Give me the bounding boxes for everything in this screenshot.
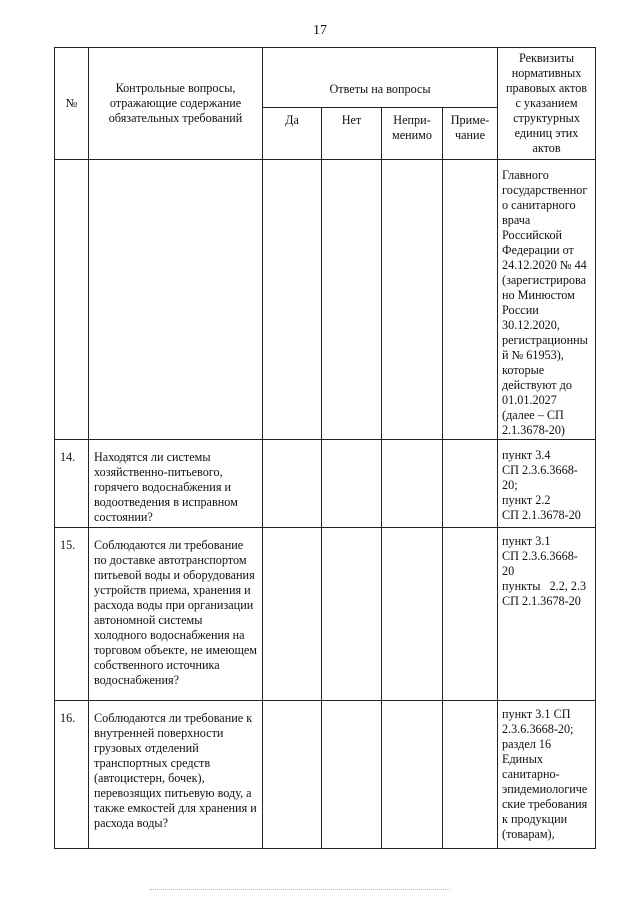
row-number xyxy=(55,160,89,440)
requisites-line: раздел 16 xyxy=(502,737,552,751)
col-header-yes: Да xyxy=(263,108,322,160)
requisites-line: (товарам), xyxy=(502,827,555,841)
na-line-1: Непри- xyxy=(393,113,431,127)
answer-yes-cell xyxy=(263,701,322,849)
requisites-line: Федерации от xyxy=(502,243,574,257)
table-row xyxy=(55,528,596,701)
answer-na-cell xyxy=(382,440,443,528)
requisites-line: к продукции xyxy=(502,812,568,826)
requisites-line: пункт 3.1 xyxy=(502,534,551,548)
header-row-1 xyxy=(55,48,596,108)
row-question: Находятся ли системы хозяйственно-питьевого, горячего водоснабжения и водоотведения в исправном состоянии? xyxy=(89,440,263,528)
requisites-line: пункт 2.2 xyxy=(502,493,551,507)
requisites-line: действуют до xyxy=(502,378,572,392)
scan-edge-line xyxy=(150,889,450,890)
col-header-questions: Контрольные вопросы, отражающие содержание обязательных требований xyxy=(89,48,263,160)
col-header-no: Нет xyxy=(322,108,382,160)
col-header-answers: Ответы на вопросы xyxy=(263,48,498,108)
answer-na-cell xyxy=(382,528,443,701)
table-row xyxy=(55,701,596,849)
requisites-line: 20; xyxy=(502,478,518,492)
row-requisites xyxy=(498,701,596,849)
answer-no-cell xyxy=(322,701,382,849)
requisites-line: 2.1.3678-20) xyxy=(502,423,565,437)
answer-no-cell xyxy=(322,440,382,528)
requisites-line: регистрационны xyxy=(502,333,588,347)
row-requisites xyxy=(498,160,596,440)
requisites-line: пункт 3.4 xyxy=(502,448,551,462)
note-line-1: Приме- xyxy=(450,113,490,127)
requisites-line: пункт 3.1 СП xyxy=(502,707,571,721)
requisites-line: СП 2.3.6.3668- xyxy=(502,549,578,563)
requisites-line: 24.12.2020 № 44 xyxy=(502,258,587,272)
answer-note-cell xyxy=(443,160,498,440)
requisites-line: о санитарного xyxy=(502,198,576,212)
requisites-line: (зарегистрирова xyxy=(502,273,587,287)
requisites-line: Единых xyxy=(502,752,543,766)
row-question: Соблюдаются ли требование по доставке автотранспортом питьевой воды и оборудования устройств приема, хранения и расхода воды при организации автономной системы холодного водоснабжения на торговом объекте, не имеющем собственного источника водоснабжения? xyxy=(89,528,263,701)
requisites-line: Российской xyxy=(502,228,563,242)
answer-no-cell xyxy=(322,528,382,701)
table-row xyxy=(55,160,596,440)
requisites-line: санитарно- xyxy=(502,767,560,781)
answer-na-cell xyxy=(382,701,443,849)
row-number: 16. xyxy=(55,701,89,849)
row-requisites xyxy=(498,528,596,701)
requisites-line: Главного xyxy=(502,168,549,182)
requisites-line: но Минюстом xyxy=(502,288,575,302)
answer-note-cell xyxy=(443,528,498,701)
requisites-line: которые xyxy=(502,363,545,377)
table-row xyxy=(55,440,596,528)
row-question: Соблюдаются ли требование к внутренней поверхности грузовых отделений транспортных средств (автоцистерн, бочек), перевозящих питьевую воду, а также емкостей для хранения и расхода воды? xyxy=(89,701,263,849)
col-header-num: № xyxy=(55,48,89,160)
requisites-line: СП 2.1.3678-20 xyxy=(502,508,581,522)
answer-note-cell xyxy=(443,440,498,528)
answer-note-cell xyxy=(443,701,498,849)
requisites-line: 30.12.2020, xyxy=(502,318,560,332)
requisites-line: СП 2.3.6.3668- xyxy=(502,463,578,477)
requisites-line: СП 2.1.3678-20 xyxy=(502,594,581,608)
answer-no-cell xyxy=(322,160,382,440)
answer-yes-cell xyxy=(263,160,322,440)
col-header-not-applicable xyxy=(382,108,443,160)
requisites-line: (далее – СП xyxy=(502,408,564,422)
requisites-line: врача xyxy=(502,213,531,227)
row-question xyxy=(89,160,263,440)
page-number: 17 xyxy=(313,23,327,38)
requisites-line: ские требования xyxy=(502,797,588,811)
requisites-line: эпидемиологиче xyxy=(502,782,588,796)
answer-yes-cell xyxy=(263,528,322,701)
na-line-2: менимо xyxy=(392,128,432,142)
note-line-2: чание xyxy=(455,128,485,142)
row-number: 15. xyxy=(55,528,89,701)
requisites-line: 01.01.2027 xyxy=(502,393,557,407)
requisites-line: государственног xyxy=(502,183,588,197)
requisites-line: й № 61953), xyxy=(502,348,564,362)
answer-yes-cell xyxy=(263,440,322,528)
requisites-line: пункты 2.2, 2.3 xyxy=(502,579,587,593)
requisites-line: 20 xyxy=(502,564,515,578)
checklist-table xyxy=(54,47,596,849)
col-header-note xyxy=(443,108,498,160)
requisites-line: 2.3.6.3668-20; xyxy=(502,722,574,736)
row-number: 14. xyxy=(55,440,89,528)
requisites-line: России xyxy=(502,303,539,317)
row-requisites xyxy=(498,440,596,528)
col-header-requisites: Реквизиты нормативных правовых актов с указанием структурных единиц этих актов xyxy=(498,48,596,160)
answer-na-cell xyxy=(382,160,443,440)
